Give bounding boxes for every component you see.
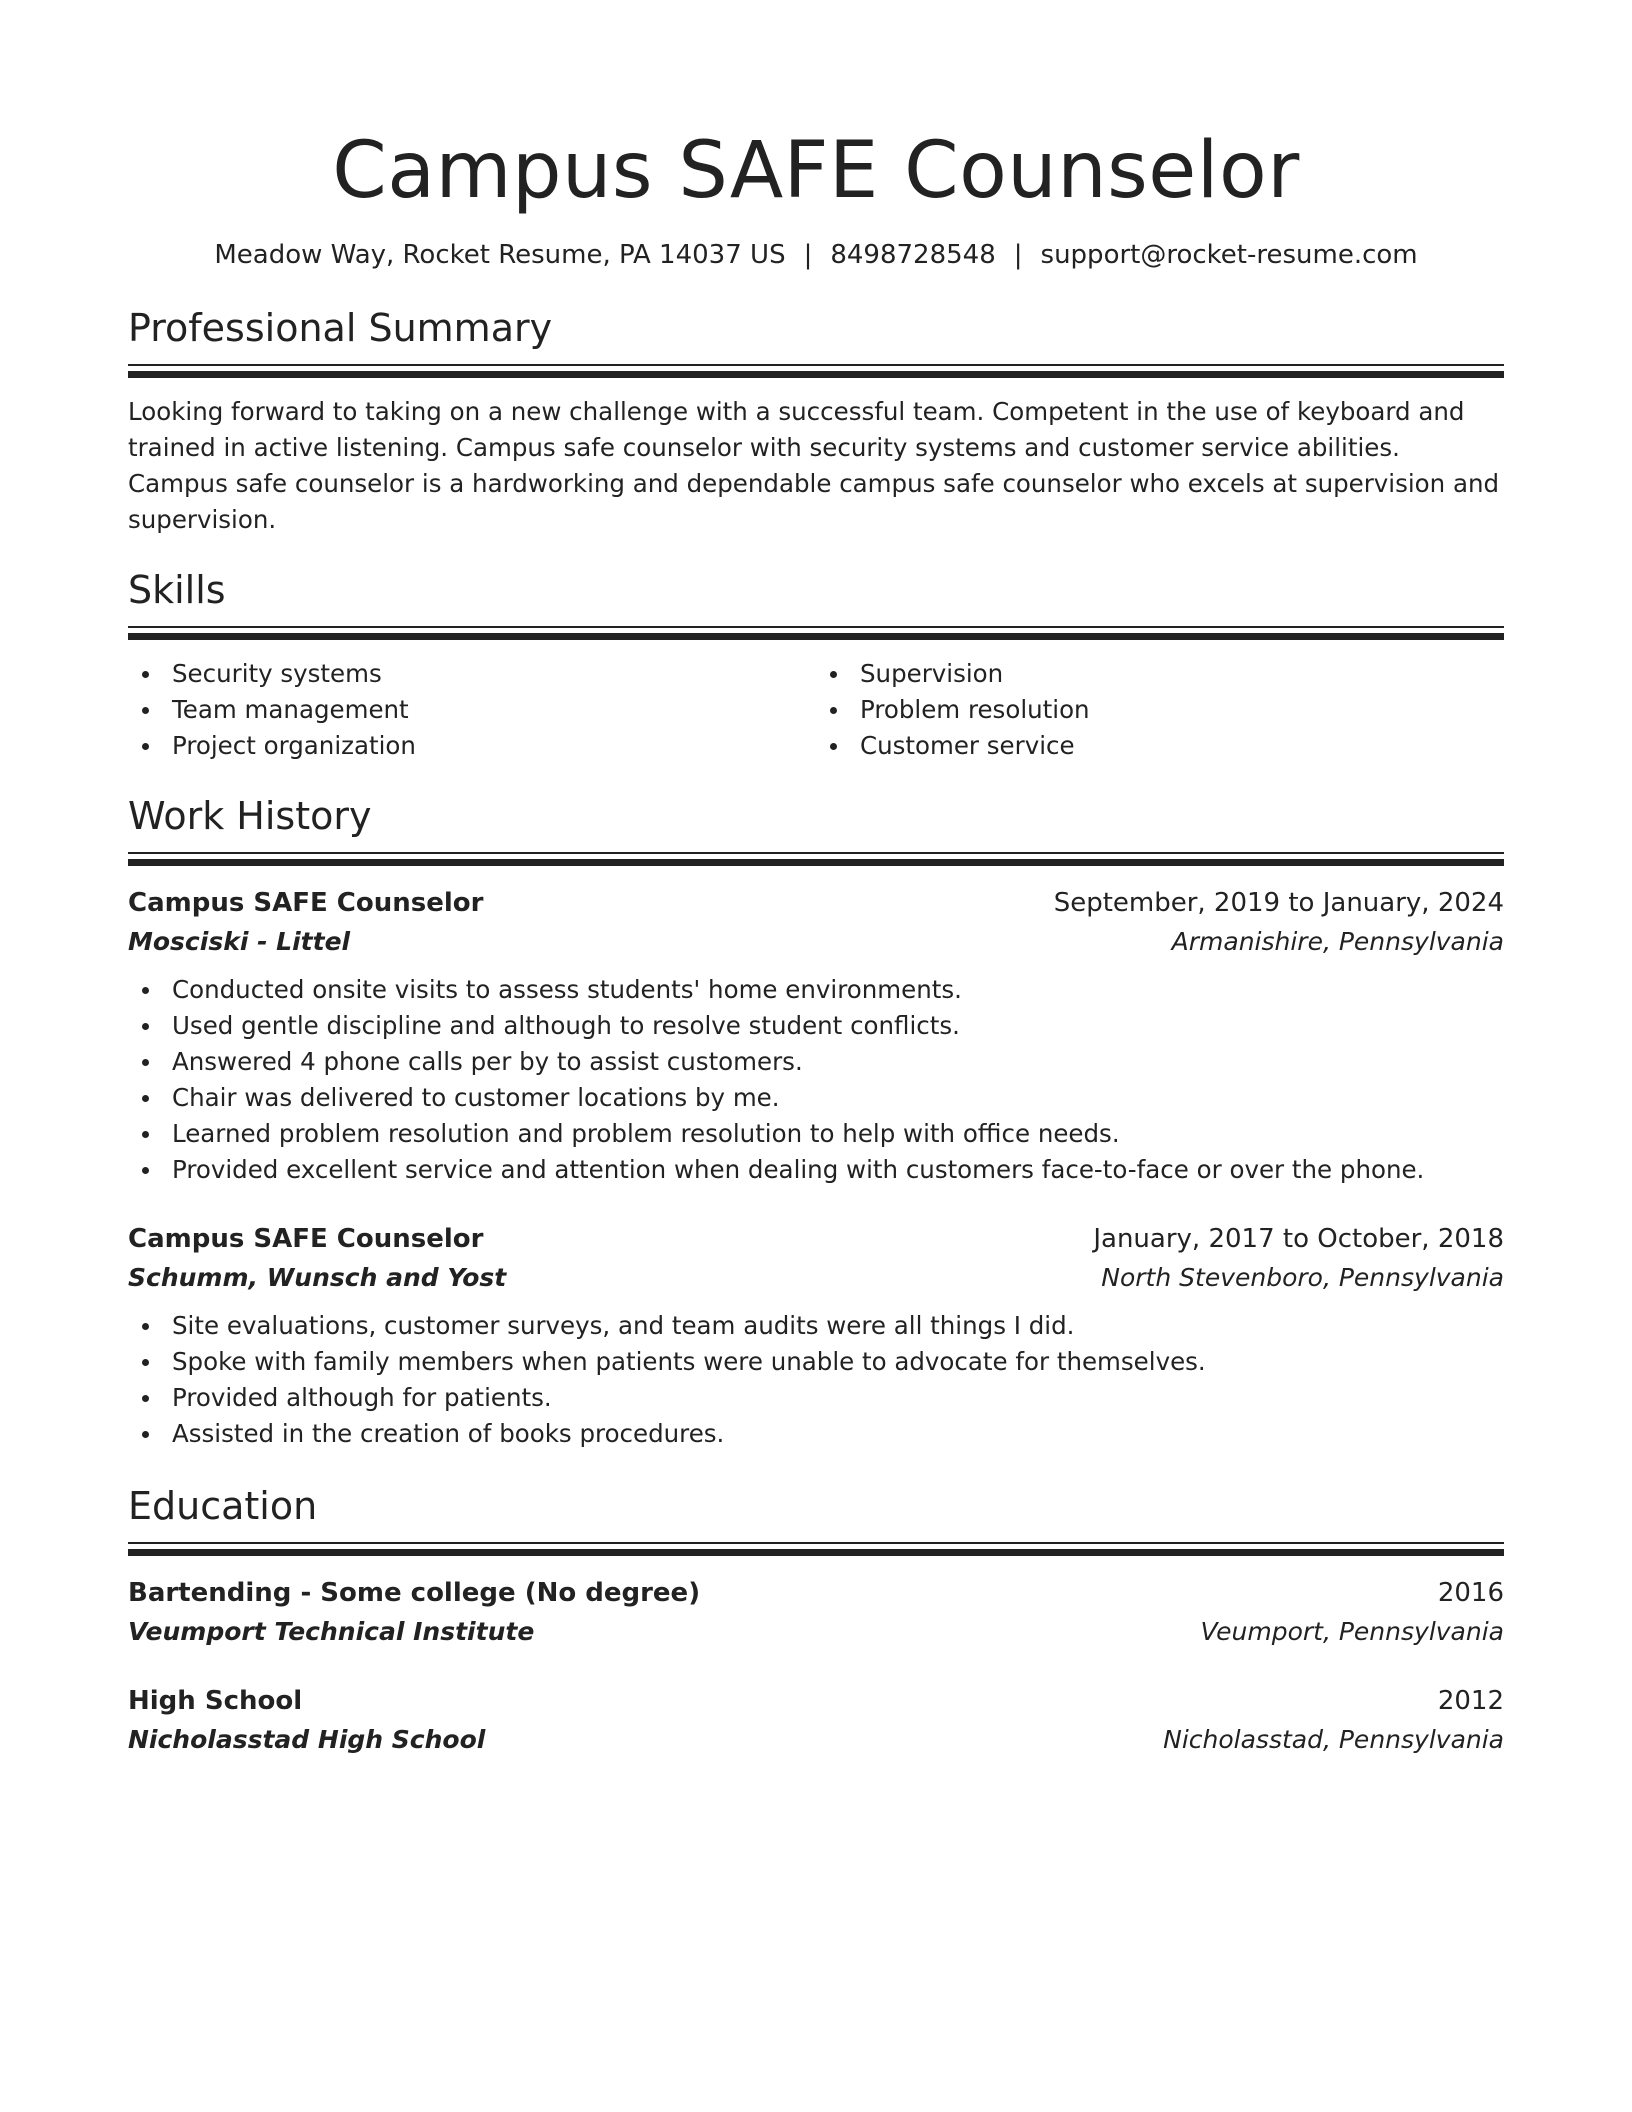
job-title: Campus SAFE Counselor	[128, 888, 484, 918]
job-bullet: Assisted in the creation of books procedures.	[128, 1416, 1504, 1452]
skill-item: Team management	[128, 692, 816, 728]
job-dates: September, 2019 to January, 2024	[1053, 888, 1504, 918]
skill-item: Problem resolution	[816, 692, 1504, 728]
contact-phone: 8498728548	[830, 240, 996, 270]
education-year: 2012	[1437, 1686, 1504, 1716]
skills-column-right	[816, 656, 1504, 764]
job-title: Campus SAFE Counselor	[128, 1224, 484, 1254]
job-employer: Mosciski - Littel	[128, 927, 351, 956]
summary-text: Looking forward to taking on a new challenge with a successful team. Competent in the use of keyboard and trained in active listening. Campus safe counselor with security systems and customer service abilities. Campus safe counselor is a hardworking and dependable campus safe counselor who excels at supervision and supervision.	[128, 397, 1500, 534]
education-section	[128, 1482, 1504, 1760]
education-entry	[128, 1682, 1504, 1760]
education-school: Nicholasstad High School	[128, 1725, 486, 1754]
education-degree: Bartending - Some college (No degree)	[128, 1578, 701, 1608]
education-location: Veumport, Pennsylvania	[1200, 1617, 1504, 1646]
job-bullet: Site evaluations, customer surveys, and team audits were all things I did.	[128, 1308, 1504, 1344]
education-year: 2016	[1437, 1578, 1504, 1608]
job-location: Armanishire, Pennsylvania	[1171, 927, 1504, 956]
contact-separator: |	[1013, 240, 1023, 270]
resume-page	[128, 0, 1504, 1760]
skill-item: Project organization	[128, 728, 816, 764]
job-bullet: Used gentle discipline and although to resolve student conflicts.	[128, 1008, 1504, 1044]
job-location: North Stevenboro, Pennsylvania	[1101, 1263, 1504, 1292]
job-dates: January, 2017 to October, 2018	[1093, 1224, 1504, 1254]
skill-item: Supervision	[816, 656, 1504, 692]
contact-email: support@rocket-resume.com	[1040, 240, 1418, 270]
section-title-education: Education	[128, 1484, 318, 1528]
skill-item: Security systems	[128, 656, 816, 692]
job-bullet: Conducted onsite visits to assess students' home environments.	[128, 972, 1504, 1008]
education-degree: High School	[128, 1686, 303, 1716]
job-bullet: Spoke with family members when patients were unable to advocate for themselves.	[128, 1344, 1504, 1380]
section-title-work-history: Work History	[128, 794, 372, 838]
skill-item: Customer service	[816, 728, 1504, 764]
job-entry	[128, 1220, 1504, 1452]
summary-section	[128, 304, 1504, 538]
candidate-name: Campus SAFE Counselor	[332, 126, 1300, 216]
section-divider	[128, 1542, 1504, 1556]
skills-column-left	[128, 656, 816, 764]
job-bullet: Answered 4 phone calls per by to assist customers.	[128, 1044, 1504, 1080]
section-divider	[128, 364, 1504, 378]
section-title-summary: Professional Summary	[128, 306, 553, 350]
job-bullet: Chair was delivered to customer locations by me.	[128, 1080, 1504, 1116]
contact-separator: |	[803, 240, 813, 270]
job-bullets	[128, 1308, 1504, 1452]
skills-section	[128, 566, 1504, 764]
section-divider	[128, 852, 1504, 866]
education-school: Veumport Technical Institute	[128, 1617, 535, 1646]
education-entry	[128, 1574, 1504, 1652]
job-employer: Schumm, Wunsch and Yost	[128, 1263, 507, 1292]
job-bullets	[128, 972, 1504, 1188]
job-bullet: Provided although for patients.	[128, 1380, 1504, 1416]
section-title-skills: Skills	[128, 568, 226, 612]
job-entry	[128, 884, 1504, 1188]
education-location: Nicholasstad, Pennsylvania	[1163, 1725, 1504, 1754]
contact-address: Meadow Way, Rocket Resume, PA 14037 US	[214, 240, 786, 270]
skills-list	[128, 656, 1504, 764]
job-bullet: Learned problem resolution and problem resolution to help with office needs.	[128, 1116, 1504, 1152]
contact-line	[128, 238, 1504, 272]
work-history-section	[128, 792, 1504, 1452]
section-divider	[128, 626, 1504, 640]
job-bullet: Provided excellent service and attention when dealing with customers face-to-face or over the phone.	[128, 1152, 1504, 1188]
